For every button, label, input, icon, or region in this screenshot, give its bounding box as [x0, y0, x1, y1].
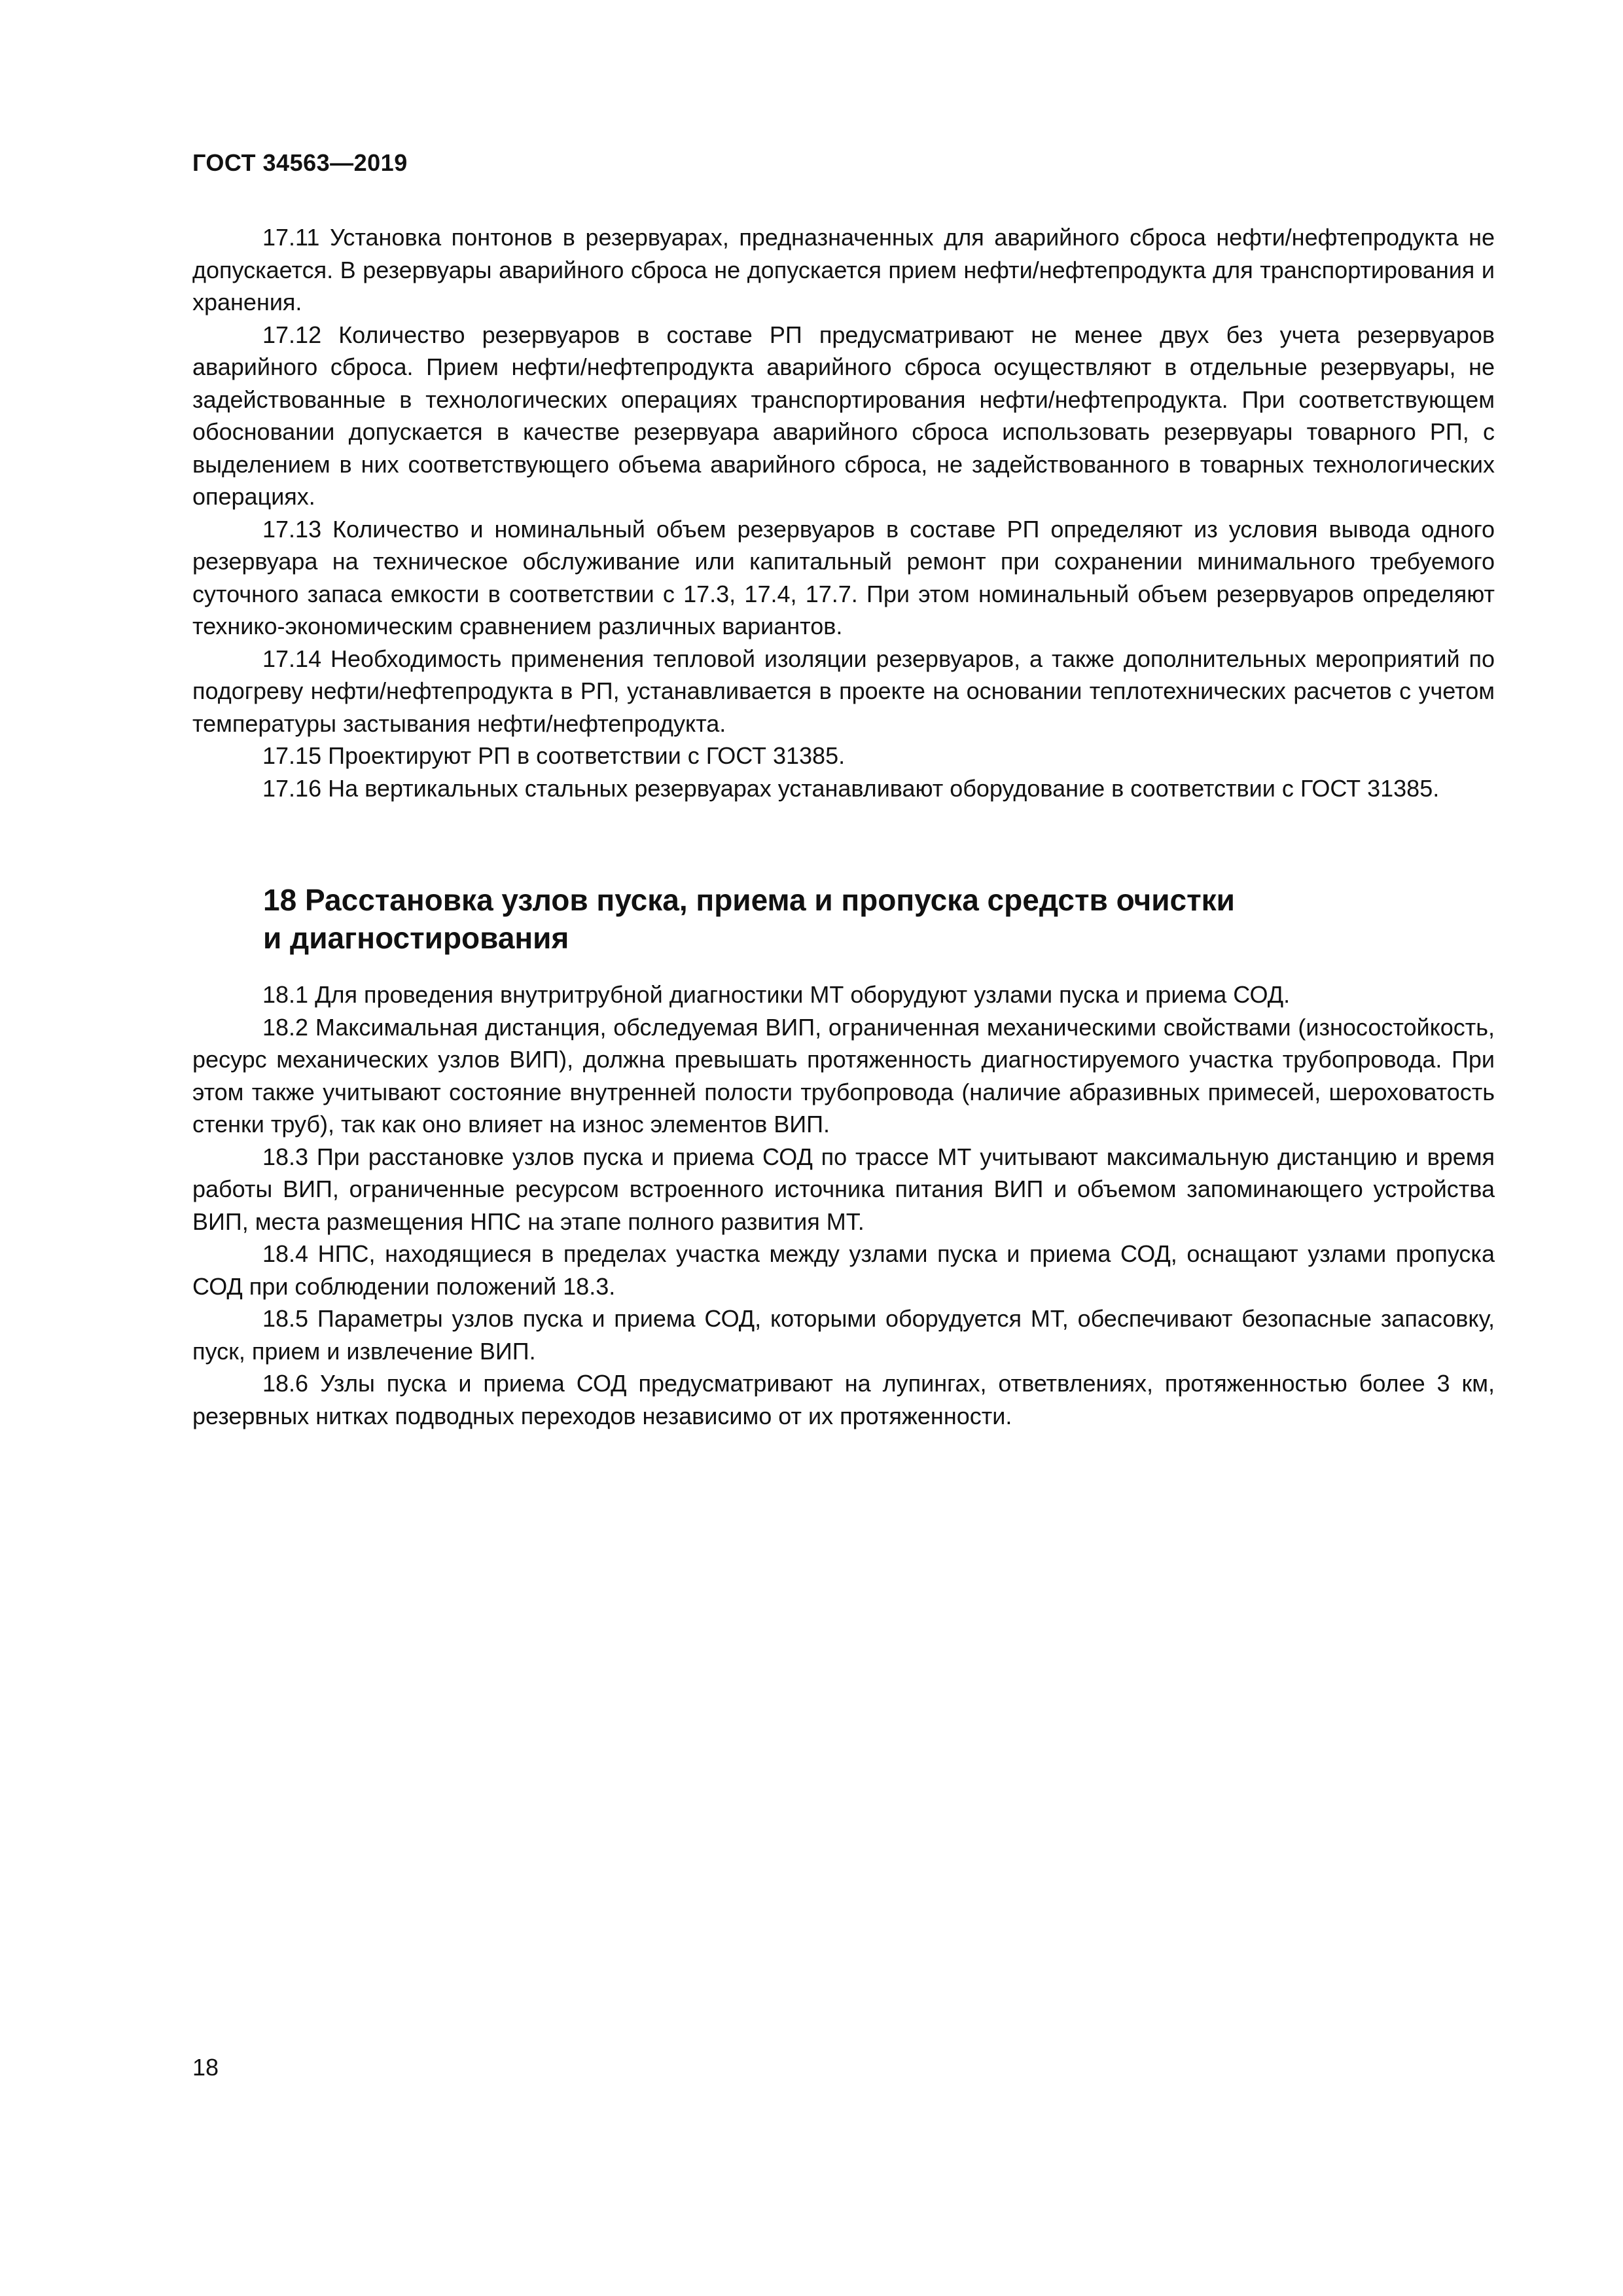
paragraph-18-3: 18.3 При расстановке узлов пуска и приема СОД по трассе МТ учитывают максимальную дистанцию и время работы ВИП, ограниченные ресурсом встроенного источника питания ВИП и объемом запоминающего устройства ВИП, места размещения НПС на этапе полного развития МТ. — [192, 1143, 1495, 1235]
paragraph-18-1: 18.1 Для проведения внутритрубной диагностики МТ оборудуют узлами пуска и приема СОД. — [262, 981, 1291, 1008]
paragraph-18-6: 18.6 Узлы пуска и приема СОД предусматривают на лупингах, ответвлениях, протяженностью более 3 км, резервных нитках подводных переходов независимо от их протяженности. — [192, 1370, 1495, 1429]
paragraph-17-15: 17.15 Проектируют РП в соответствии с ГОСТ 31385. — [262, 742, 846, 769]
paragraph-17-14: 17.14 Необходимость применения тепловой изоляции резервуаров, а также дополнительных мероприятий по подогреву нефти/нефтепродукта в РП, устанавливается в проекте на основании теплотехнических расчетов с учетом температуры застывания нефти/нефтепродукта. — [192, 645, 1495, 737]
paragraph-17-13: 17.13 Количество и номинальный объем резервуаров в составе РП определяют из условия вывода одного резервуара на техническое обслуживание или капитальный ремонт при сохранении минимального требуемого суточного запаса емкости в соответствии с 17.3, 17.4, 17.7. При этом номинальный объем резервуаров определяют технико-экономическим сравнением различных вариантов. — [192, 515, 1495, 639]
paragraph-18-2: 18.2 Максимальная дистанция, обследуемая ВИП, ограниченная механическими свойствами (износостойкость, ресурс механических узлов ВИП), должна превышать протяженность диагностируемого участка трубопровода. При этом также учитывают состояние внутренней полости трубопровода (наличие абразивных примесей, шероховатость стенки труб), так как оно влияет на износ элементов ВИП. — [192, 1013, 1495, 1138]
paragraph-17-11: 17.11 Установка понтонов в резервуарах, предназначенных для аварийного сброса нефти/нефтепродукта не допускается. В резервуары аварийного сброса не допускается прием нефти/нефтепродукта для транспортирования и хранения. — [192, 224, 1495, 315]
section-18-title-line2: и диагностирования — [263, 921, 569, 955]
standard-header: ГОСТ 34563—2019 — [192, 149, 408, 176]
section-18-title — [263, 881, 1376, 957]
section-18-body — [192, 978, 1495, 1432]
section-18-title-line1: 18 Расстановка узлов пуска, приема и пропуска средств очистки — [263, 883, 1235, 917]
paragraph-18-4: 18.4 НПС, находящиеся в пределах участка между узлами пуска и приема СОД, оснащают узлами пропуска СОД при соблюдении положений 18.3. — [192, 1240, 1495, 1300]
page-number: 18 — [192, 2054, 219, 2081]
section-17-body — [192, 221, 1495, 804]
paragraph-18-5: 18.5 Параметры узлов пуска и приема СОД, которыми оборудуется МТ, обеспечивают безопасные запасовку, пуск, прием и извлечение ВИП. — [192, 1305, 1495, 1365]
paragraph-17-12: 17.12 Количество резервуаров в составе РП предусматривают не менее двух без учета резервуаров аварийного сброса. Прием нефти/нефтепродукта аварийного сброса осуществляют в отдельные резервуары, не задействованные в технологических операциях транспортирования нефти/нефтепродукта. При соответствующем обосновании допускается в качестве резервуара аварийного сброса использовать резервуары товарного РП, с выделением в них соответствующего объема аварийного сброса, не задействованного в товарных технологических операциях. — [192, 321, 1495, 510]
paragraph-17-16: 17.16 На вертикальных стальных резервуарах устанавливают оборудование в соответствии с ГОСТ 31385. — [262, 774, 1440, 802]
